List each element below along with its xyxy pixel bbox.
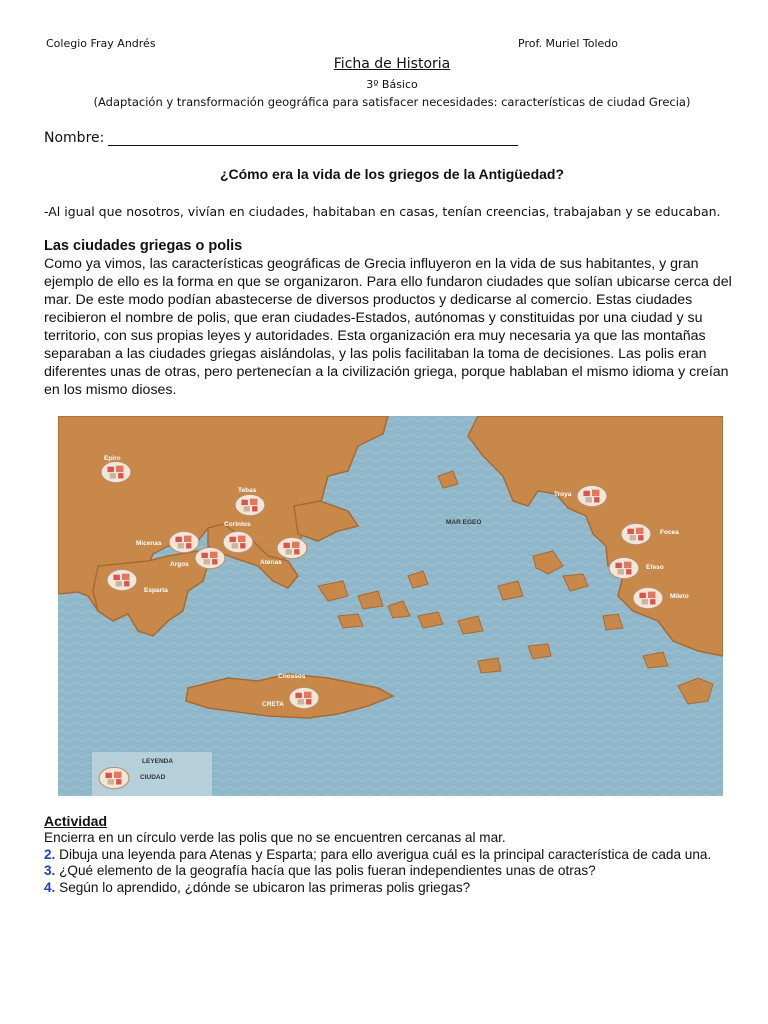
sea-label: MAR EGEO [446, 519, 482, 526]
city-label-efeso: Efeso [646, 564, 664, 571]
city-label-focea: Focea [660, 529, 679, 536]
legend-item-label: CIUDAD [140, 774, 166, 781]
activity-item [44, 863, 744, 880]
legend-city-icon [99, 767, 129, 788]
name-label: Nombre: [44, 130, 105, 146]
grade-level: 3º Básico [366, 78, 418, 91]
city-label-esparta: Esparta [144, 587, 168, 594]
activity-text: Según lo aprendido, ¿dónde se ubicaron las primeras polis griegas? [59, 879, 471, 895]
greece-map [58, 416, 723, 796]
city-icon-troya [577, 485, 607, 506]
activity-text: Dibuja una leyenda para Atenas y Esparta; para ello averigua cuál es la principal característica de cada una. [59, 846, 712, 862]
teacher-name: Prof. Muriel Toledo [518, 37, 618, 50]
worksheet-title: Ficha de Historia [333, 56, 451, 72]
city-label-micenas: Micenas [136, 540, 162, 547]
city-label-cnossos: Cnossos [278, 673, 306, 680]
worksheet-subtitle: (Adaptación y transformación geográfica para satisfacer necesidades: características de ciudad Grecia) [93, 95, 691, 109]
city-label-epiro: Epiro [104, 455, 121, 462]
school-name: Colegio Fray Andrés [46, 37, 156, 50]
activity-item [44, 830, 744, 847]
city-label-mileto: Mileto [670, 593, 689, 600]
city-icon-mileto [633, 587, 663, 608]
city-icon-focea [621, 523, 651, 544]
name-input-line[interactable] [108, 131, 518, 146]
section-title: Las ciudades griegas o polis [44, 238, 243, 254]
activity-title: Actividad [44, 813, 108, 829]
city-icon-micenas [169, 531, 199, 552]
body-paragraph: Como ya vimos, las características geográficas de Grecia influyeron en la vida de sus habitantes, y gran ejemplo de ello es la forma en que se organizaron. Para ello fundaron ciudades que solían ubicarse cerca del mar. De este modo podían abastecerse de diversos productos y dedicarse al comercio. Estas ciudades recibieron el nombre de polis, que eran ciudades-Estados, autónomas y constituidas por una ciudad y su territorio, con sus propias leyes y autoridades. Esta organización era muy necesaria ya que las montañas separaban a las ciudades griegas aislándolas, y las polis facilitaban la toma de decisiones. Las polis eran diferentes unas de otras, pero pertenecían a la civilización griega, porque hablaban el mismo idioma y creían en los mismo dioses. [44, 256, 732, 398]
city-icon-tebas [235, 494, 265, 515]
activity-number: 2. [44, 846, 56, 862]
activity-item [44, 847, 744, 864]
city-icon-epiro [101, 461, 131, 482]
intro-text: -Al igual que nosotros, vivían en ciudades, habitaban en casas, tenían creencias, trabajaban y se educaban. [44, 204, 721, 219]
city-label-tebas: Tebas [238, 487, 257, 494]
activity-text: Encierra en un círculo verde las polis que no se encuentren cercanas al mar. [44, 830, 506, 845]
map-legend [92, 752, 212, 796]
city-icon-argos [195, 547, 225, 568]
city-label-atenas: Atenas [260, 559, 282, 566]
city-label-argos: Argos [170, 561, 189, 568]
activity-number: 3. [44, 863, 56, 878]
city-icon-efeso [609, 557, 639, 578]
name-field-row [44, 130, 518, 146]
city-icon-esparta [107, 569, 137, 590]
activity-item [44, 880, 744, 897]
activity-text: ¿Qué elemento de la geografía hacía que las polis fueran independientes unas de otras? [59, 863, 596, 878]
city-icon-atenas [277, 537, 307, 558]
city-icon-corintos [223, 531, 253, 552]
activity-number: 4. [44, 879, 56, 895]
activity-list [44, 830, 744, 896]
main-question: ¿Cómo era la vida de los griegos de la Antigüedad? [219, 166, 565, 182]
city-label-troya: Troya [554, 491, 572, 498]
island-label-creta: CRETA [262, 701, 284, 708]
legend-title: LEYENDA [142, 758, 174, 765]
city-icon-cnossos [289, 687, 319, 708]
city-label-corintos: Corintos [224, 521, 251, 528]
